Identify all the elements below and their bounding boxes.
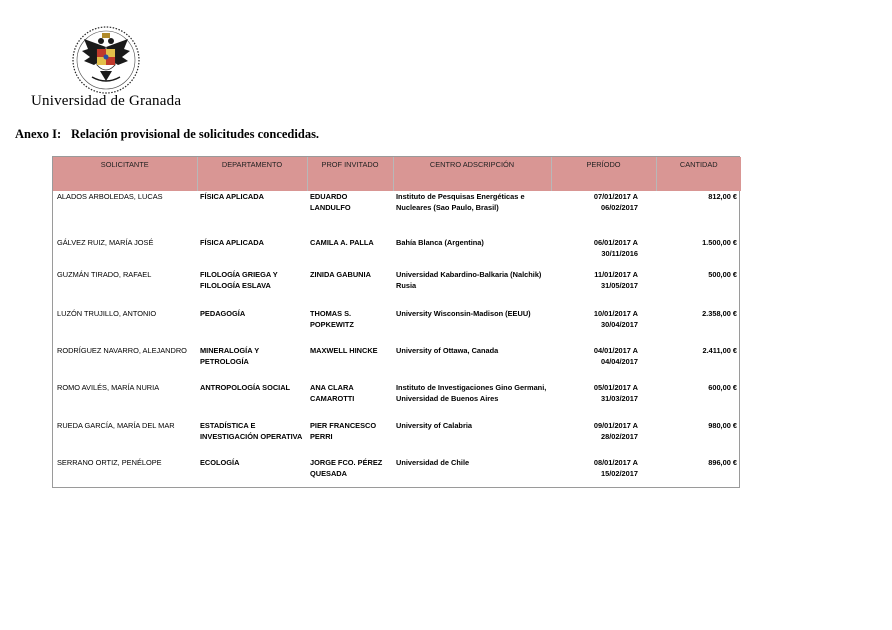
column-header-departamento: DEPARTAMENTO <box>197 157 307 191</box>
cell-cantidad: 896,00 € <box>708 458 737 467</box>
column-header-centro: CENTRO ADSCRIPCIÓN <box>393 157 551 191</box>
cell-centro: Instituto de Pesquisas Energéticas e Nucleares (Sao Paulo, Brasil) <box>396 192 525 212</box>
cell-solicitante: ROMO AVILÉS, MARÍA NURIA <box>57 383 160 392</box>
table-row <box>53 457 741 479</box>
table-row <box>53 382 741 420</box>
cell-periodo <box>551 308 656 345</box>
cell-profesor: CAMILA A. PALLA <box>310 238 374 247</box>
cell-departamento: FÍSICA APLICADA <box>200 238 264 247</box>
annex-number: Anexo I: <box>15 127 62 141</box>
periodo-inicio: 11/01/2017 A <box>594 270 638 279</box>
table-row <box>53 191 741 237</box>
cell-departamento: ECOLOGÍA <box>200 458 240 467</box>
cell-cantidad: 980,00 € <box>708 421 737 430</box>
cell-departamento: ANTROPOLOGÍA SOCIAL <box>200 383 291 392</box>
cell-centro: University Wisconsin-Madison (EEUU) <box>396 309 531 318</box>
periodo-fin: 06/02/2017 <box>601 203 638 212</box>
university-coat-of-arms-icon <box>70 25 142 95</box>
cell-centro: Universidad Kabardino-Balkaria (Nalchik) Rusia <box>396 270 542 290</box>
periodo-fin: 30/04/2017 <box>601 320 638 329</box>
cell-solicitante: SERRANO ORTIZ, PENÉLOPE <box>57 458 162 467</box>
periodo-fin: 31/03/2017 <box>601 394 638 403</box>
grants-table <box>53 157 741 479</box>
periodo-fin: 30/11/2016 <box>601 249 638 258</box>
periodo-inicio: 05/01/2017 A <box>593 383 638 392</box>
cell-solicitante: RODRÍGUEZ NAVARRO, ALEJANDRO <box>57 346 187 355</box>
cell-solicitante: RUEDA GARCÍA, MARÍA DEL MAR <box>57 421 175 430</box>
cell-solicitante: GUZMÁN TIRADO, RAFAEL <box>57 270 152 279</box>
table-row <box>53 237 741 269</box>
column-header-profesor: PROF INVITADO <box>307 157 393 191</box>
cell-departamento: PEDAGOGÍA <box>200 309 246 318</box>
cell-profesor: JORGE FCO. PÉREZ QUESADA <box>310 458 383 478</box>
cell-periodo <box>551 382 656 420</box>
cell-cantidad: 2.358,00 € <box>702 309 737 318</box>
cell-profesor: EDUARDO LANDULFO <box>310 192 351 212</box>
periodo-inicio: 09/01/2017 A <box>593 421 638 430</box>
cell-periodo <box>551 269 656 308</box>
annex-description: Relación provisional de solicitudes concedidas. <box>71 127 320 141</box>
cell-periodo <box>551 420 656 457</box>
table-row <box>53 345 741 382</box>
periodo-inicio: 06/01/2017 A <box>593 238 638 247</box>
cell-departamento: MINERALOGÍA Y PETROLOGÍA <box>200 346 259 366</box>
cell-solicitante: LUZÓN TRUJILLO, ANTONIO <box>57 309 157 318</box>
cell-profesor: PIER FRANCESCO PERRI <box>310 421 377 441</box>
cell-centro: Bahía Blanca (Argentina) <box>396 238 484 247</box>
cell-periodo <box>551 191 656 237</box>
cell-departamento: ESTADÍSTICA E INVESTIGACIÓN OPERATIVA <box>200 421 303 441</box>
periodo-fin: 28/02/2017 <box>601 432 638 441</box>
cell-cantidad: 500,00 € <box>708 270 737 279</box>
cell-cantidad: 600,00 € <box>708 383 737 392</box>
annex-title <box>15 127 319 142</box>
cell-departamento: FILOLOGÍA GRIEGA Y FILOLOGÍA ESLAVA <box>200 270 278 290</box>
cell-departamento: FÍSICA APLICADA <box>200 192 264 201</box>
periodo-inicio: 08/01/2017 A <box>593 458 638 467</box>
periodo-fin: 15/02/2017 <box>601 469 638 478</box>
table-row <box>53 308 741 345</box>
cell-periodo <box>551 457 656 479</box>
table-row <box>53 420 741 457</box>
cell-solicitante: ALADOS ARBOLEDAS, LUCAS <box>57 192 163 201</box>
cell-centro: Instituto de Investigaciones Gino Germani, Universidad de Buenos Aires <box>396 383 547 403</box>
cell-cantidad: 1.500,00 € <box>702 238 737 247</box>
university-name: Universidad de Granada <box>31 93 182 109</box>
periodo-fin: 31/05/2017 <box>601 281 638 290</box>
periodo-fin: 04/04/2017 <box>601 357 638 366</box>
column-header-periodo: PERÍODO <box>551 157 656 191</box>
table-row <box>53 269 741 308</box>
cell-centro: University of Ottawa, Canada <box>396 346 499 355</box>
table-header-row <box>53 157 741 191</box>
periodo-inicio: 04/01/2017 A <box>593 346 638 355</box>
cell-solicitante: GÁLVEZ RUIZ, MARÍA JOSÉ <box>57 238 154 247</box>
periodo-inicio: 07/01/2017 A <box>593 192 638 201</box>
cell-profesor: ZINIDA GABUNIA <box>310 270 371 279</box>
cell-profesor: THOMAS S. POPKEWITZ <box>310 309 354 329</box>
periodo-inicio: 10/01/2017 A <box>593 309 638 318</box>
cell-profesor: MAXWELL HINCKE <box>310 346 378 355</box>
cell-centro: Universidad de Chile <box>396 458 470 467</box>
column-header-solicitante: SOLICITANTE <box>53 157 197 191</box>
cell-profesor: ANA CLARA CAMAROTTI <box>310 383 355 403</box>
grants-table-container <box>52 156 740 488</box>
cell-periodo <box>551 237 656 269</box>
column-header-cantidad: CANTIDAD <box>656 157 741 191</box>
cell-cantidad: 2.411,00 € <box>702 346 737 355</box>
cell-centro: University of Calabria <box>396 421 472 430</box>
cell-periodo <box>551 345 656 382</box>
cell-cantidad: 812,00 € <box>708 192 737 201</box>
